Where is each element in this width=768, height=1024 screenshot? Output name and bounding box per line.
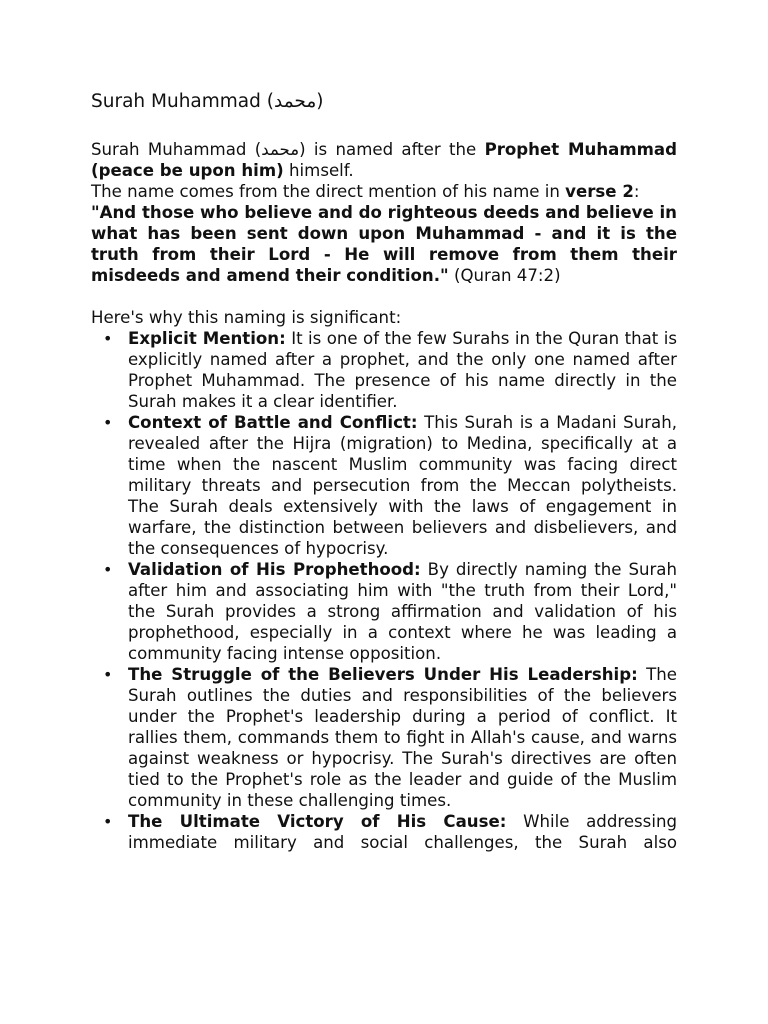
list-item-text: By directly naming the Surah after him and associating him with "the truth from their Lord," the Surah provides a strong affirmation and validation of his prophethood, especially in a context where he was leading a community facing intense opposition. (128, 560, 677, 663)
list-item (91, 559, 677, 664)
significance-list (91, 328, 677, 853)
verse-quote: "And those who believe and do righteous deeds and believe in what has been sent down upon Muhammad - and it is the truth from their Lord - He will remove from them their misdeeds and amend their condition." (91, 203, 677, 285)
list-item (91, 664, 677, 811)
intro-p1-end: himself. (283, 161, 354, 180)
list-item (91, 328, 677, 412)
intro-p1-text: Surah Muhammad (محمد) is named after the (91, 140, 485, 159)
intro-p1-bold: Prophet Muhammad (peace be upon him) (91, 140, 678, 180)
list-item-heading: The Ultimate Victory of His Cause: (128, 812, 507, 831)
list-intro: Here's why this naming is significant: (91, 308, 402, 327)
blank-line (91, 286, 677, 307)
list-item-text: While addressing immediate military and social challenges, the Surah also (128, 812, 677, 852)
list-item-heading: The Struggle of the Believers Under His Leadership: (128, 665, 638, 684)
verse-number: verse 2 (565, 182, 634, 201)
verse-reference: (Quran 47:2) (448, 266, 561, 285)
list-item-heading: Validation of His Prophethood: (128, 560, 421, 579)
intro-p2-colon: : (633, 182, 640, 201)
intro-p2-text: The name comes from the direct mention of his name in (91, 182, 566, 201)
list-item (91, 811, 677, 853)
list-item (91, 412, 677, 559)
list-item-heading: Explicit Mention: (128, 329, 286, 348)
intro-paragraph-2 (91, 181, 677, 202)
intro-paragraph-1 (91, 139, 677, 181)
document-title: Surah Muhammad (محمد) (91, 91, 324, 112)
list-item-heading: Context of Battle and Conflict: (128, 413, 418, 432)
verse-paragraph (91, 202, 677, 286)
list-item-text: It is one of the few Surahs in the Quran that is explicitly named after a prophet, and the only one named after Prophet Muhammad. The presence of his name directly in the Surah makes it a clear identifier. (128, 329, 678, 411)
document-page (91, 90, 677, 853)
list-item-text: This Surah is a Madani Surah, revealed after the Hijra (migration) to Medina, specifically at a time when the nascent Muslim community was facing direct military threats and persecution from the Meccan polytheists. The Surah deals extensively with the laws of engagement in warfare, the distinction between believers and disbelievers, and the consequences of hypocrisy. (128, 413, 677, 558)
list-item-text: The Surah outlines the duties and responsibilities of the believers under the Prophet's leadership during a period of conflict. It rallies them, commands them to fight in Allah's cause, and warns against weakness or hypocrisy. The Surah's directives are often tied to the Prophet's role as the leader and guide of the Muslim community in these challenging times. (128, 665, 677, 810)
